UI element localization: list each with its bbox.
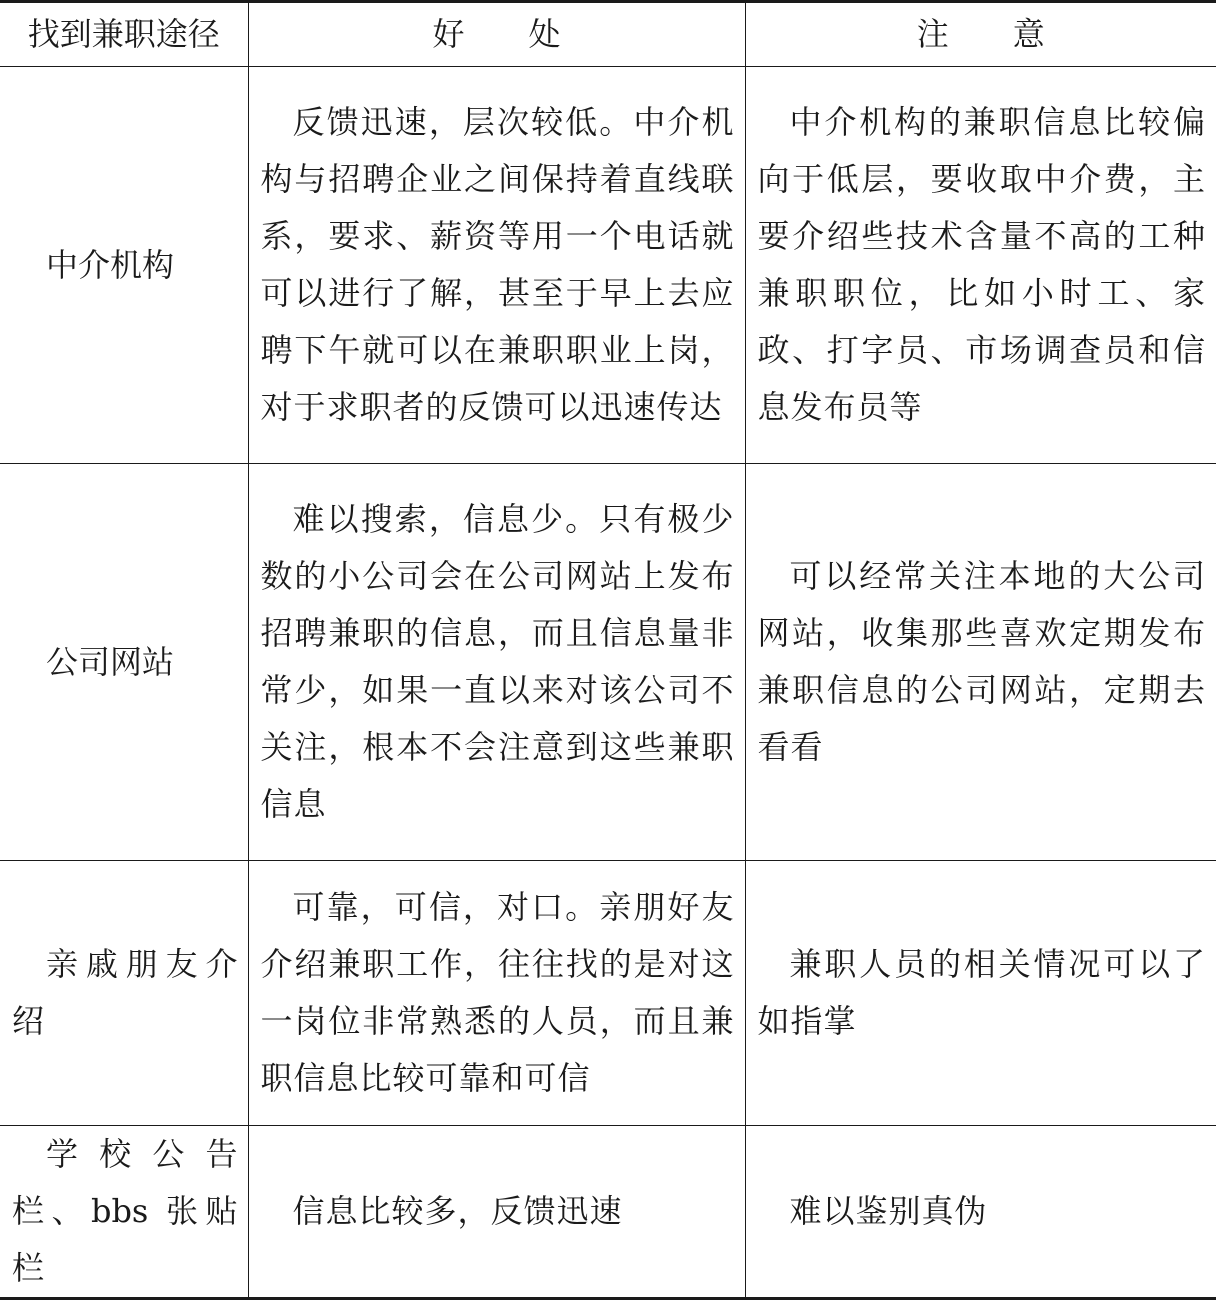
benefit-cell: 难以搜索，信息少。只有极少数的小公司会在公司网站上发布招聘兼职的信息，而且信息量非常少，如果一直以来对该公司不关注，根本不会注意到这些兼职信息 <box>248 464 745 861</box>
header-benefit: 好 处 <box>248 2 745 67</box>
table-row <box>0 67 1216 464</box>
benefit-cell: 反馈迅速，层次较低。中介机构与招聘企业之间保持着直线联系，要求、薪资等用一个电话就可以进行了解，甚至于早上去应聘下午就可以在兼职职业上岗，对于求职者的反馈可以迅速传达 <box>248 67 745 464</box>
route-cell: 学校公告栏、bbs 张贴栏 <box>0 1126 248 1299</box>
header-route: 找到兼职途径 <box>0 2 248 67</box>
benefit-cell: 信息比较多，反馈迅速 <box>248 1126 745 1299</box>
header-note: 注 意 <box>745 2 1216 67</box>
benefit-cell: 可靠，可信，对口。亲朋好友介绍兼职工作，往往找的是对这一岗位非常熟悉的人员，而且兼职信息比较可靠和可信 <box>248 861 745 1126</box>
note-cell: 兼职人员的相关情况可以了如指掌 <box>745 861 1216 1126</box>
table-row <box>0 1126 1216 1299</box>
table-row <box>0 861 1216 1126</box>
route-cell: 中介机构 <box>0 67 248 464</box>
route-cell: 亲戚朋友介绍 <box>0 861 248 1126</box>
table-row <box>0 464 1216 861</box>
route-cell: 公司网站 <box>0 464 248 861</box>
note-cell: 难以鉴别真伪 <box>745 1126 1216 1299</box>
note-cell: 可以经常关注本地的大公司网站，收集那些喜欢定期发布兼职信息的公司网站，定期去看看 <box>745 464 1216 861</box>
note-cell: 中介机构的兼职信息比较偏向于低层，要收取中介费，主要介绍些技术含量不高的工种兼职职位，比如小时工、家政、打字员、市场调查员和信息发布员等 <box>745 67 1216 464</box>
table-header-row <box>0 2 1216 67</box>
